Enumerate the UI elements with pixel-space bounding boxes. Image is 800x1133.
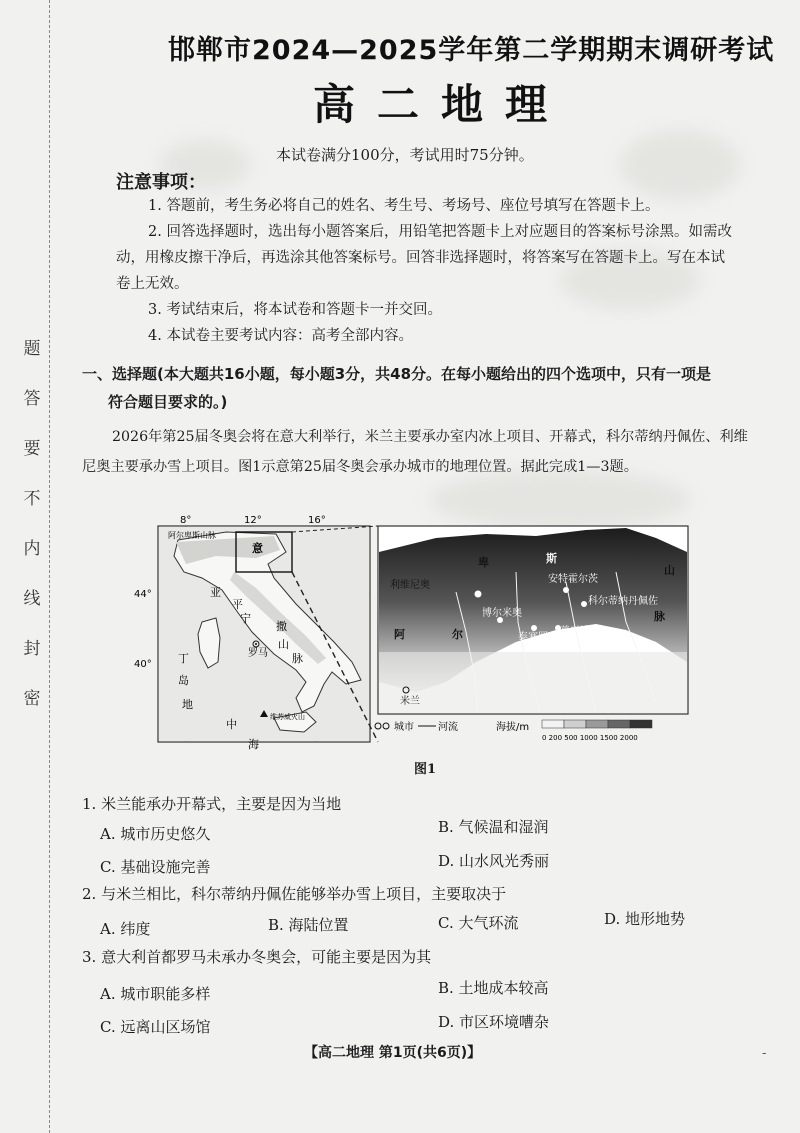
page-footer: 【高二地理 第1页(共6页)】: [304, 1045, 482, 1061]
map-label-predazzo: 普雷达佐: [560, 626, 600, 637]
binding-char: 封: [23, 639, 41, 659]
figure-caption: 图1: [414, 762, 437, 777]
map-label: 山: [664, 564, 675, 577]
legend-elev-swatch: [608, 720, 630, 728]
legend-city-label: 城市: [394, 722, 414, 733]
binding-char: 线: [23, 589, 41, 609]
map-label-antholz: 安特霍尔茨: [548, 574, 598, 585]
subject-title: 高二地理: [313, 80, 570, 129]
map-label-rome: 罗马: [248, 648, 268, 659]
notice-item: 1. 答题前，考生务必将自己的姓名、考生号、考场号、座位号填写在答题卡上。: [148, 198, 660, 214]
lowland-area: [379, 652, 687, 713]
rome-marker-dot: [255, 643, 257, 645]
section-heading: [82, 360, 756, 416]
figure-1-svg: [134, 512, 696, 762]
notice-item: 4. 本试卷主要考试内容：高考全部内容。: [148, 328, 413, 344]
map-label: 脉: [654, 610, 665, 623]
italy-map: [134, 515, 378, 751]
corner-mark: -: [762, 1046, 767, 1061]
question-2-option-d[interactable]: D. 地形地势: [604, 910, 686, 928]
exam-info: 本试卷满分100分，考试用时75分钟。: [276, 146, 534, 164]
question-2-option-c[interactable]: C. 大气环流: [438, 914, 519, 932]
legend-city-icon: [383, 723, 389, 729]
map-label-vesuvius: 维苏威火山: [270, 713, 305, 721]
map-label: 撒: [276, 620, 287, 633]
question-3-stem: 3. 意大利首都罗马未承办冬奥会，可能主要是因为其: [82, 948, 432, 966]
question-3-option-a[interactable]: A. 城市职能多样: [100, 985, 211, 1003]
city-marker-cortina: [581, 601, 587, 607]
figure-1: [134, 512, 696, 778]
question-1-stem: 1. 米兰能承办开幕式，主要是因为当地: [82, 795, 342, 813]
background-smudge: [620, 130, 740, 200]
map-label: 地: [182, 698, 193, 711]
question-2-option-a[interactable]: A. 纬度: [100, 920, 151, 938]
notice-item: 3. 考试结束后，将本试卷和答题卡一并交回。: [148, 302, 442, 318]
binding-char: 不: [23, 489, 41, 509]
map-label: 尔: [452, 628, 463, 641]
notice-item: 2. 回答选择题时，选出每小题答案后，用铅笔把答题卡上对应题目的答案标号涂黑。如需改动，用橡皮擦干净后，再选涂其他答案标号。回答非选择题时，将答案写在答题卡上。写在本试卷上无效。: [116, 224, 732, 292]
legend-elev-label: 海拔/m: [496, 722, 530, 733]
map-label-livigno: 利维尼奥: [390, 580, 430, 591]
exam-title: 邯郸市2024—2025学年第二学期期末调研考试: [168, 35, 775, 66]
city-marker-livigno: [475, 591, 481, 597]
map-label: 丁: [178, 652, 189, 665]
map-label: 海: [248, 738, 259, 751]
lat-label: 44°: [134, 589, 152, 600]
map-label: 阿: [394, 628, 405, 641]
binding-char: 内: [23, 539, 41, 559]
lon-label: 16°: [308, 515, 326, 526]
map-label-cortina: 科尔蒂纳丹佩佐: [588, 596, 658, 607]
map-label: 岛: [178, 674, 189, 687]
question-1-option-b[interactable]: B. 气候温和湿润: [438, 818, 549, 836]
city-marker-tesero: [531, 625, 537, 631]
map-label: 中: [226, 718, 237, 731]
binding-warning-text: [22, 338, 42, 710]
binding-char: 密: [23, 689, 41, 709]
map-label: 斯: [546, 552, 557, 565]
lon-label: 12°: [244, 515, 262, 526]
binding-char: 题: [23, 339, 41, 359]
map-label: 山: [278, 638, 289, 651]
binding-margin: [0, 0, 62, 1133]
lon-label: 8°: [180, 515, 192, 526]
map-label: 宁: [240, 612, 251, 625]
city-marker-antholz: [563, 587, 569, 593]
binding-char: 要: [23, 439, 41, 459]
question-3-option-c[interactable]: C. 远离山区场馆: [100, 1018, 211, 1036]
map-label: 平: [232, 598, 243, 611]
section-heading-line1: 一、选择题(本大题共16小题，每小题3分，共48分。在每小题给出的四个选项中，只有一项是: [82, 365, 712, 383]
question-3-option-b[interactable]: B. 土地成本较高: [438, 979, 549, 997]
question-intro: 2026年第25届冬奥会将在意大利举行，米兰主要承办室内冰上项目、开幕式，科尔蒂纳丹佩佐、利维尼奥主要承办雪上项目。图1示意第25届冬奥会承办城市的地理位置。据此完成1—3题。: [82, 429, 748, 475]
section-heading-line2: 符合题目要求的。): [108, 393, 228, 411]
map-label-alps: 阿尔卑斯山脉: [168, 531, 216, 540]
map-label: 脉: [292, 652, 303, 665]
map-label: 亚: [210, 586, 221, 599]
legend-elev-swatch: [586, 720, 608, 728]
binding-char: 答: [23, 389, 41, 409]
map-label: 意: [252, 542, 263, 555]
question-3-option-d[interactable]: D. 市区环境嘈杂: [438, 1013, 550, 1031]
legend-city-icon: [375, 723, 381, 729]
legend-elev-ticks: 0 200 500 1000 1500 2000: [542, 734, 638, 742]
lat-label: 40°: [134, 659, 152, 670]
legend-river-label: 河流: [438, 722, 458, 733]
map-label-bormio: 博尔米奥: [482, 608, 522, 619]
notice-list: [116, 193, 736, 349]
question-2-stem: 2. 与米兰相比，科尔蒂纳丹佩佐能够举办雪上项目，主要取决于: [82, 885, 507, 903]
map-label-milan: 米兰: [400, 696, 420, 707]
question-2-option-b[interactable]: B. 海陆位置: [268, 916, 349, 934]
map-label-tesero: 泰塞罗: [518, 632, 548, 643]
legend-elev-swatch: [630, 720, 652, 728]
alps-detail-map: [375, 526, 688, 742]
notice-title: 注意事项：: [116, 172, 206, 193]
question-1-option-a[interactable]: A. 城市历史悠久: [100, 825, 211, 843]
binding-dashed-line: [49, 0, 51, 1133]
legend-elev-swatch: [542, 720, 564, 728]
question-1-option-d[interactable]: D. 山水风光秀丽: [438, 852, 550, 870]
map-label: 卑: [478, 556, 489, 569]
legend-elev-swatch: [564, 720, 586, 728]
question-1-option-c[interactable]: C. 基础设施完善: [100, 858, 211, 876]
